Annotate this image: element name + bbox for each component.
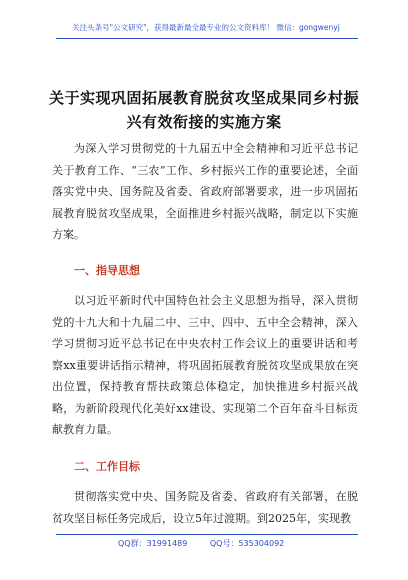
page-header-note: 关注头条号"公文研究"，获得最新最全最专业的公文资料库！ 微信：gongwenyj <box>72 23 340 32</box>
footer-divider <box>56 534 358 535</box>
title-line-2: 兴有效衔接的实施方案 <box>126 113 282 131</box>
section1-paragraph: 以习近平新时代中国特色社会主义思想为指导，深入贯彻党的十九大和十九届二中、三中、四中、五中全会精神，深入学习贯彻习近平总书记在中央农村工作会议上的重要讲话和考察xx重要讲话指示精神，将巩固拓展教育脱贫攻坚成果放在突出位置，保持教育帮扶政策总体稳定，加快推进乡村振兴战略，为新阶段现代化美好xx建设、实现第二个百年奋斗目标贡献教育力量。 <box>52 294 358 436</box>
footer-qq-group: QQ群：31991489 <box>118 539 188 548</box>
title-line-1: 关于实现巩固拓展教育脱贫攻坚成果同乡村振 <box>48 89 359 107</box>
section-heading-work-goals: 二、工作目标 <box>74 460 140 473</box>
page-footer <box>118 538 304 549</box>
section2-paragraph: 贯彻落实党中央、国务院及省委、省政府有关部署，在脱贫攻坚目标任务完成后，设立5年过渡期。到2025年，实现教 <box>52 490 358 525</box>
document-title <box>48 86 360 134</box>
header-divider <box>56 38 358 39</box>
footer-qq-number: QQ号：535304092 <box>209 539 285 548</box>
intro-paragraph: 为深入学习贯彻党的十九届五中全会精神和习近平总书记关于教育工作、“三农”工作、乡村振兴工作的重要论述，全面落实党中央、国务院及省委、省政府部署要求，进一步巩固拓展教育脱贫攻坚成果，全面推进乡村振兴战略，制定以下实施方案。 <box>52 142 358 241</box>
section-heading-guiding-ideology: 一、指导思想 <box>74 264 140 277</box>
